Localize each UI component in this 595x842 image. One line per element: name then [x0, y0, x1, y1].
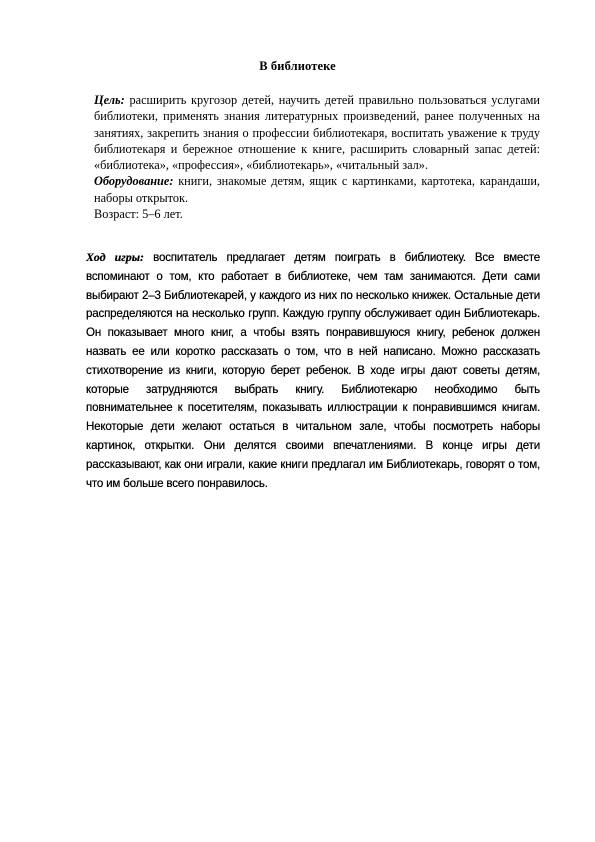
goal-text: расширить кругозор детей, научить детей правильно пользоваться услугами библиотеки, применять знания литературных произведений, ранее полученных на занятиях, закрепить знания о профессии библиотекаря, воспитать уважение к труду библиотекаря и бережное отношение к книге, расширить словарный запас детей: «библиотека», «профессия», «библиотекарь», «читальный зал». — [94, 93, 540, 173]
equipment-paragraph — [86, 173, 540, 206]
goal-paragraph — [86, 92, 540, 173]
age-line: Возраст: 5–6 лет. — [94, 207, 183, 222]
game-label: Ход игры: — [86, 250, 145, 264]
goal-label: Цель: — [94, 93, 125, 107]
equipment-label: Оборудование: — [94, 174, 174, 189]
game-text: воспитатель предлагает детям поиграть в библиотеку. Все вместе вспоминают о том, кто работает в библиотеке, чем там занимаются. Дети сами выбирают 2–3 Библиотекарей, у каждого из них по несколько книжек. Остальные дети распределяются на несколько групп. Каждую группу обслуживает один Библиотекарь. Он показывает много книг, а чтобы взять понравившуюся книгу, ребенок должен назвать ее или коротко рассказать о том, что в ней написано. Можно рассказать стихотворение из книги, которую берет ребенок. В ходе игры дают советы детям, которые затрудняются выбрать книгу. Библиотекарю необходимо быть повнимательнее к посетителям, показывать иллюстрации к понравившимся книгам. Некоторые дети желают остаться в читальном зале, чтобы посмотреть наборы картинок, открытки. Они делятся своими впечатлениями. В конце игры дети рассказывают, как они играли, какие книги предлагал им Библиотекарь, говорят о том, что им больше всего понравилось. — [86, 251, 541, 490]
page-title: В библиотеке — [259, 59, 336, 73]
equipment-text: книги, знакомые детям, ящик с картинками, картотека, карандаши, наборы открыток. — [94, 174, 540, 205]
info-block — [86, 92, 540, 222]
game-paragraph — [86, 248, 540, 493]
